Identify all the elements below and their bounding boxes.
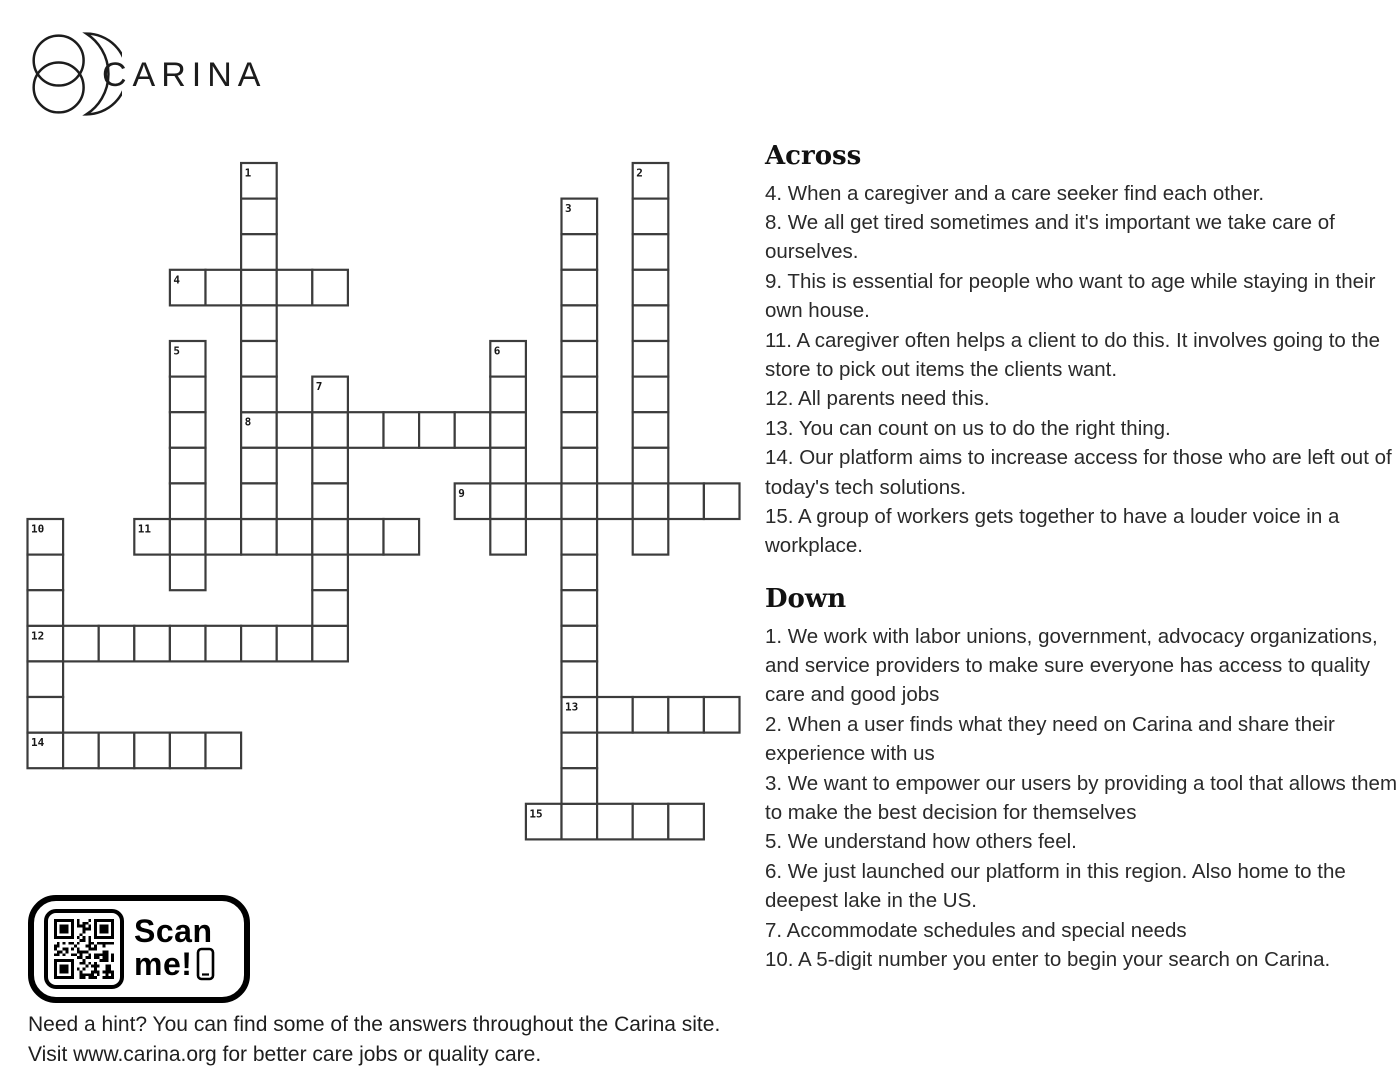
grid-cell bbox=[490, 448, 526, 484]
grid-number: 10 bbox=[31, 522, 45, 536]
grid-cell bbox=[277, 626, 313, 662]
grid-cell bbox=[455, 412, 491, 448]
grid-cell bbox=[312, 270, 348, 306]
scan-me-badge bbox=[28, 895, 250, 1003]
grid-cell bbox=[63, 733, 99, 769]
grid-cell bbox=[241, 377, 277, 413]
grid-cell bbox=[633, 270, 669, 306]
grid-cell bbox=[633, 234, 669, 270]
clue-across-4: 4. When a caregiver and a care seeker find each other. bbox=[765, 181, 1265, 205]
grid-cell bbox=[63, 626, 99, 662]
grid-cell bbox=[312, 412, 348, 448]
grid-cell bbox=[312, 590, 348, 626]
grid-cell bbox=[668, 804, 704, 840]
clue-across-8: 8. We all get tired sometimes and it's important we take care of ourselves. bbox=[765, 211, 1335, 264]
grid-cell bbox=[134, 733, 170, 769]
grid-cell bbox=[384, 519, 420, 555]
grid-cell bbox=[668, 483, 704, 519]
grid-number: 1 bbox=[244, 166, 252, 180]
grid-number: 12 bbox=[31, 629, 45, 643]
grid-cell bbox=[28, 590, 64, 626]
grid-cell bbox=[562, 234, 598, 270]
grid-cell bbox=[28, 661, 64, 697]
grid-cell bbox=[562, 661, 598, 697]
grid-cell bbox=[277, 270, 313, 306]
grid-cell bbox=[490, 519, 526, 555]
grid-cell bbox=[562, 768, 598, 804]
across-clue-list bbox=[765, 179, 1400, 561]
grid-cell bbox=[312, 555, 348, 591]
scan-me-line1: Scan bbox=[134, 912, 213, 949]
grid-cell bbox=[170, 626, 206, 662]
grid-cell bbox=[170, 483, 206, 519]
grid-cell bbox=[562, 590, 598, 626]
grid-number: 7 bbox=[315, 380, 323, 394]
grid-cell bbox=[312, 448, 348, 484]
grid-cell bbox=[562, 483, 598, 519]
grid-cell bbox=[206, 733, 242, 769]
grid-cell bbox=[562, 626, 598, 662]
clue-down-10: 10. A 5-digit number you enter to begin your search on Carina. bbox=[765, 948, 1331, 972]
grid-cell bbox=[704, 483, 740, 519]
grid-cell bbox=[633, 341, 669, 377]
clue-down-3: 3. We want to empower our users by providing a tool that allows them to make the best decision for themselves bbox=[765, 771, 1398, 825]
grid-cell bbox=[562, 519, 598, 555]
grid-number: 15 bbox=[529, 807, 543, 821]
grid-cell bbox=[562, 804, 598, 840]
grid-cell bbox=[241, 305, 277, 341]
across-section bbox=[765, 142, 1400, 561]
grid-cell bbox=[206, 626, 242, 662]
grid-cell bbox=[170, 412, 206, 448]
brand-name: CARINA bbox=[102, 55, 267, 94]
grid-cell bbox=[241, 483, 277, 519]
grid-cell bbox=[277, 519, 313, 555]
scan-me-line2: me! bbox=[134, 945, 193, 982]
grid-cell bbox=[348, 412, 384, 448]
grid-cell bbox=[277, 412, 313, 448]
grid-number: 13 bbox=[565, 700, 579, 714]
qr-code-icon bbox=[54, 919, 114, 979]
grid-number: 4 bbox=[173, 273, 181, 287]
grid-cell bbox=[562, 555, 598, 591]
grid-cell bbox=[348, 519, 384, 555]
grid-cell bbox=[562, 270, 598, 306]
grid-cell bbox=[241, 270, 277, 306]
clue-across-12: 12. All parents need this. bbox=[765, 387, 990, 411]
grid-cell bbox=[170, 733, 206, 769]
clue-across-13: 13. You can count on us to do the right thing. bbox=[765, 416, 1171, 440]
grid-cell bbox=[241, 448, 277, 484]
website-text: Visit www.carina.org for better care jobs or quality care. bbox=[28, 1043, 542, 1066]
grid-cell bbox=[668, 697, 704, 733]
grid-number: 3 bbox=[565, 202, 572, 216]
grid-cell bbox=[312, 519, 348, 555]
scan-me-label bbox=[134, 912, 215, 982]
grid-cell bbox=[241, 626, 277, 662]
grid-cell bbox=[170, 519, 206, 555]
grid-cell bbox=[633, 199, 669, 235]
grid-cell bbox=[206, 270, 242, 306]
grid-cell bbox=[562, 341, 598, 377]
grid-cell bbox=[562, 733, 598, 769]
crossword-grid bbox=[0, 0, 750, 860]
grid-cell bbox=[241, 234, 277, 270]
grid-cell bbox=[170, 448, 206, 484]
grid-cell bbox=[170, 377, 206, 413]
across-heading: Across bbox=[765, 141, 862, 171]
grid-cell bbox=[490, 412, 526, 448]
grid-number: 11 bbox=[137, 522, 152, 536]
grid-cell bbox=[28, 555, 64, 591]
grid-cell bbox=[633, 448, 669, 484]
grid-cell bbox=[562, 448, 598, 484]
smartphone-icon bbox=[196, 946, 215, 982]
down-section bbox=[765, 585, 1400, 974]
clue-across-11: 11. A caregiver often helps a client to do this. It involves going to the store to pick out items the clients want. bbox=[765, 328, 1380, 382]
grid-number: 5 bbox=[173, 344, 181, 358]
footer bbox=[28, 1010, 720, 1070]
grid-cell bbox=[312, 626, 348, 662]
grid-cell bbox=[633, 697, 669, 733]
grid-cell bbox=[490, 377, 526, 413]
grid-number: 8 bbox=[244, 415, 252, 429]
clue-across-14: 14. Our platform aims to increase access for those who are left out of today's tech solutions. bbox=[765, 446, 1392, 499]
grid-cell bbox=[490, 483, 526, 519]
clue-across-15: 15. A group of workers gets together to have a louder voice in a workplace. bbox=[765, 505, 1340, 558]
grid-cell bbox=[562, 377, 598, 413]
grid-cell bbox=[99, 733, 135, 769]
grid-cell bbox=[206, 519, 242, 555]
grid-cell bbox=[633, 412, 669, 448]
grid-cell bbox=[384, 412, 420, 448]
grid-cell bbox=[597, 483, 633, 519]
clue-down-5: 5. We understand how others feel. bbox=[765, 830, 1077, 854]
clue-across-9: 9. This is essential for people who want to age while staying in their own house. bbox=[765, 269, 1376, 323]
grid-number: 9 bbox=[458, 486, 465, 500]
grid-cell bbox=[633, 519, 669, 555]
clue-down-6: 6. We just launched our platform in this region. Also home to the deepest lake in the US. bbox=[765, 859, 1346, 913]
grid-cell bbox=[170, 555, 206, 591]
grid-cell bbox=[633, 804, 669, 840]
grid-cell bbox=[597, 697, 633, 733]
grid-cell bbox=[312, 483, 348, 519]
grid-cell bbox=[597, 804, 633, 840]
qr-frame bbox=[44, 909, 124, 989]
grid-cell bbox=[241, 519, 277, 555]
clue-down-7: 7. Accommodate schedules and special needs bbox=[765, 918, 1187, 942]
grid-number: 14 bbox=[31, 736, 45, 750]
clue-down-2: 2. When a user finds what they need on Carina and share their experience with us bbox=[765, 712, 1335, 766]
clue-down-1: 1. We work with labor unions, government, advocacy organizations, and service providers to make sure everyone has access to quality care and good jobs bbox=[765, 624, 1378, 707]
grid-cell bbox=[704, 697, 740, 733]
down-heading: Down bbox=[765, 584, 847, 614]
grid-cell bbox=[134, 626, 170, 662]
grid-cell bbox=[419, 412, 455, 448]
grid-number: 6 bbox=[493, 344, 501, 358]
grid-cell bbox=[526, 483, 562, 519]
down-clue-list bbox=[765, 622, 1400, 975]
grid-cell bbox=[99, 626, 135, 662]
grid-cell bbox=[633, 305, 669, 341]
grid-cell bbox=[633, 483, 669, 519]
grid-cell bbox=[28, 697, 64, 733]
grid-cell bbox=[562, 412, 598, 448]
hint-text: Need a hint? You can find some of the answers throughout the Carina site. bbox=[28, 1013, 721, 1036]
grid-cell bbox=[633, 377, 669, 413]
grid-cell bbox=[562, 305, 598, 341]
grid-cell bbox=[241, 199, 277, 235]
grid-number: 2 bbox=[636, 166, 643, 180]
grid-cell bbox=[241, 341, 277, 377]
